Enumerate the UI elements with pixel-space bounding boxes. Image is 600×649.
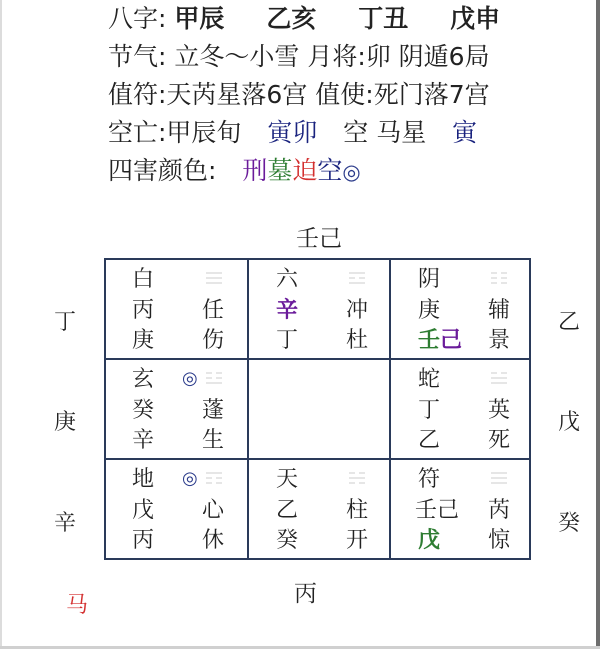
palace-6[interactable]: [391, 460, 532, 560]
right-scrollbar[interactable]: [596, 0, 600, 649]
sihai-label: 四害颜色:: [108, 156, 217, 185]
palace-7-heaven-stem: 丁: [417, 398, 440, 423]
outer-left-stem-top: 丁: [54, 310, 77, 335]
sihai-kong: 空: [317, 156, 343, 185]
palace-1-earth-stem: 癸: [275, 528, 298, 553]
palace-4[interactable]: [106, 260, 247, 360]
nine-palace-grid: [104, 258, 531, 560]
palace-4-door: 伤: [201, 328, 224, 353]
palace-9-earth-stem: 丁: [275, 328, 298, 353]
kongwang-mid: 空 马星: [343, 118, 427, 147]
chart-header: [108, 0, 500, 190]
palace-8-mark: ◎: [182, 468, 198, 489]
sihai-line: [108, 152, 500, 190]
palace-7-earth-stem: 乙: [417, 428, 440, 453]
palace-8[interactable]: [106, 460, 247, 560]
sihai-xing: 刑: [242, 156, 268, 185]
palace-1[interactable]: [249, 460, 390, 560]
palace-8-star: 心: [201, 498, 224, 523]
zhifu-line: 值符:天芮星落6宫 值使:死门落7宫: [108, 80, 490, 109]
palace-3-door: 生: [201, 428, 224, 453]
palace-9-star: 冲: [345, 298, 368, 323]
sihai-mu: 墓: [267, 156, 293, 185]
kongwang-label: 空亡:甲辰旬: [108, 118, 242, 147]
palace-7-star: 英: [487, 398, 510, 423]
outer-top-stems: 壬己: [296, 226, 342, 252]
trigram-icon: [349, 272, 365, 288]
palace-2-earth-stem-a: 壬: [417, 328, 440, 353]
trigram-icon: [206, 472, 222, 488]
bazi-hour: 戊申: [450, 4, 501, 33]
palace-3-earth-stem: 辛: [131, 428, 154, 453]
palace-3-god: 玄: [131, 367, 154, 392]
palace-9-heaven-stem: 辛: [275, 298, 298, 323]
palace-1-heaven-stem: 乙: [275, 498, 298, 523]
palace-2-earth-stem-b: 己: [439, 328, 462, 353]
maxing-value: 寅: [452, 118, 478, 147]
left-edge: [0, 0, 2, 649]
outer-left-stem-bottom: 辛: [54, 511, 77, 536]
sihai-po: 迫: [292, 156, 318, 185]
palace-1-god: 天: [275, 467, 298, 492]
palace-9-door: 杜: [345, 328, 368, 353]
palace-3[interactable]: [106, 360, 247, 460]
palace-1-door: 开: [345, 528, 368, 553]
sihai-symbol: ◎: [342, 160, 361, 184]
palace-2-star: 辅: [487, 298, 510, 323]
kongwang-value: 寅卯: [267, 118, 318, 147]
palace-8-door: 休: [201, 528, 224, 553]
palace-7-god: 蛇: [417, 367, 440, 392]
bazi-month: 乙亥: [266, 4, 317, 33]
palace-4-earth-stem: 庚: [131, 328, 154, 353]
palace-4-star: 任: [201, 298, 224, 323]
palace-1-star: 柱: [345, 498, 368, 523]
outer-right-stem-middle: 戊: [558, 410, 581, 435]
palace-2[interactable]: [391, 260, 532, 360]
bazi-year: 甲辰: [174, 4, 225, 33]
palace-7-door: 死: [487, 428, 510, 453]
palace-6-earth-stem: 戊: [417, 528, 440, 553]
trigram-icon: [206, 272, 222, 288]
outer-left-stem-middle: 庚: [54, 410, 77, 435]
palace-2-god: 阴: [417, 267, 440, 292]
palace-2-door: 景: [487, 328, 510, 353]
trigram-icon: [349, 472, 365, 488]
palace-3-heaven-stem: 癸: [131, 398, 154, 423]
palace-7[interactable]: [391, 360, 532, 460]
palace-5-center[interactable]: [249, 360, 390, 460]
outer-bottom-stem: 丙: [294, 581, 317, 607]
palace-4-heaven-stem: 丙: [131, 298, 154, 323]
palace-9[interactable]: [249, 260, 390, 360]
palace-2-heaven-stem: 庚: [417, 298, 440, 323]
palace-6-door: 惊: [487, 528, 510, 553]
bazi-day: 丁丑: [358, 4, 409, 33]
palace-6-star: 芮: [487, 498, 510, 523]
trigram-icon: [206, 372, 222, 388]
jieqi-line: 节气: 立冬～小雪 月将:卯 阴遁6局: [108, 42, 490, 71]
trigram-icon: [491, 372, 507, 388]
palace-3-star: 蓬: [201, 398, 224, 423]
palace-3-mark: ◎: [182, 368, 198, 389]
palace-6-god: 符: [417, 467, 440, 492]
palace-4-god: 白: [131, 267, 154, 292]
palace-9-god: 六: [275, 267, 298, 292]
outer-right-stem-top: 乙: [558, 310, 581, 335]
outer-right-stem-bottom: 癸: [558, 511, 581, 536]
trigram-icon: [491, 472, 507, 488]
palace-6-heaven-stem: 壬己: [415, 498, 460, 523]
horse-star-marker: 马: [66, 593, 89, 618]
kongwang-line: [108, 114, 500, 152]
palace-8-earth-stem: 丙: [131, 528, 154, 553]
trigram-icon: [491, 272, 507, 288]
palace-8-heaven-stem: 戊: [131, 498, 154, 523]
bazi-label: 八字:: [108, 4, 167, 33]
palace-8-god: 地: [131, 467, 154, 492]
bazi-line: [108, 0, 500, 38]
